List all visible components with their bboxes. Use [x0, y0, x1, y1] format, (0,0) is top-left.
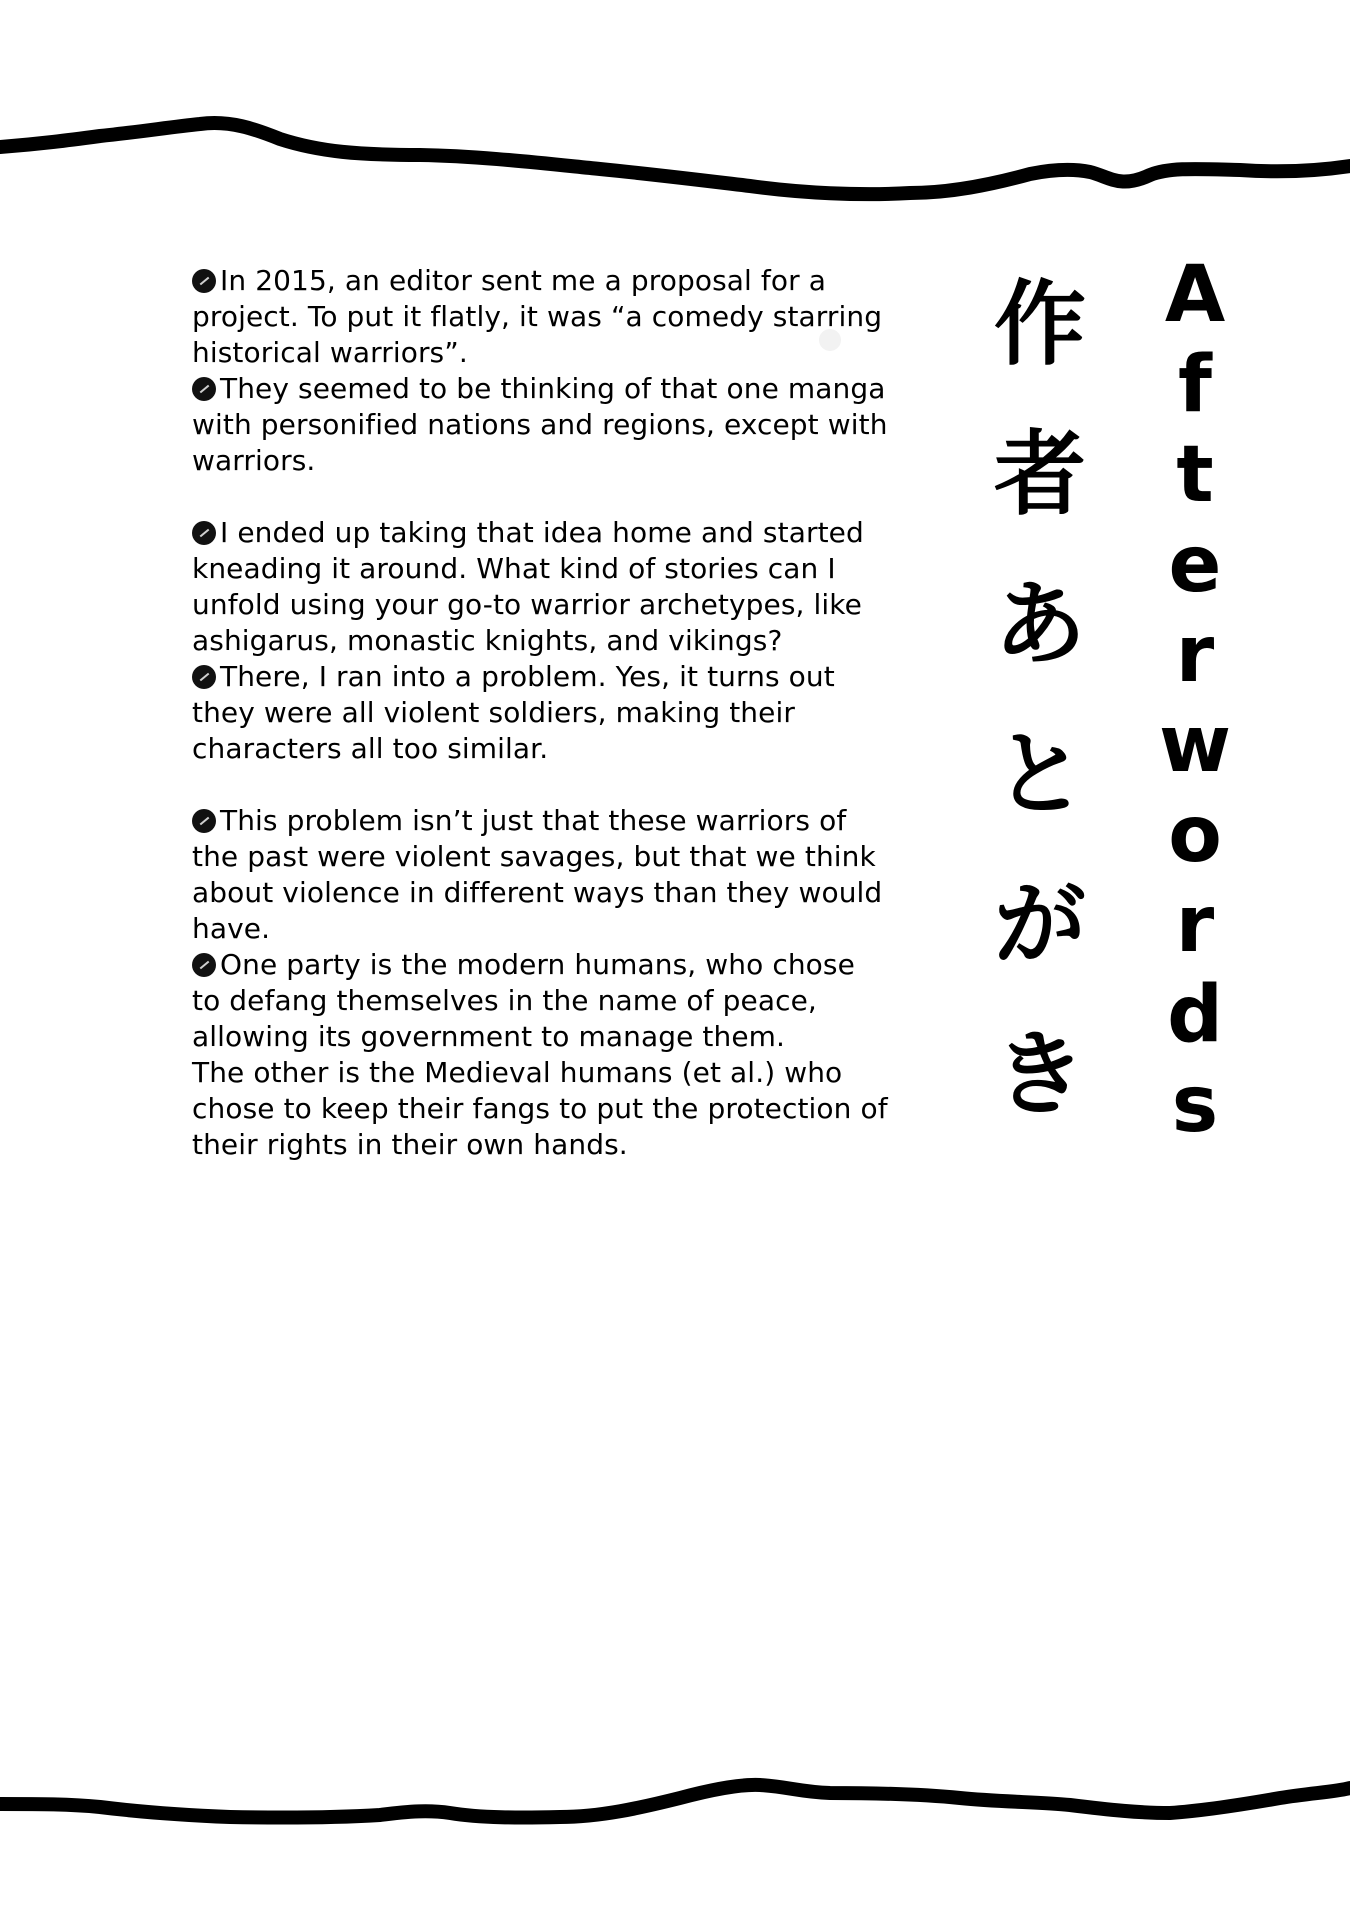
title-letter: r: [1175, 610, 1215, 700]
title-letter: d: [1167, 970, 1223, 1060]
text-line: In 2015, an editor sent me a proposal for a: [220, 264, 826, 297]
text-line: the past were violent savages, but that we think: [192, 840, 876, 873]
title-char: と: [993, 721, 1086, 828]
bullet-dot-icon: [192, 521, 216, 545]
text-line: their rights in their own hands.: [192, 1128, 628, 1161]
text-line: unfold using your go-to warrior archetypes, like: [192, 588, 862, 621]
text-line: characters all too similar.: [192, 732, 549, 765]
text-line: There, I ran into a problem. Yes, it turns out: [220, 660, 835, 693]
title-letter: f: [1178, 340, 1212, 430]
title-letter: o: [1168, 790, 1222, 880]
paragraph-3: [192, 515, 952, 659]
bullet-dot-icon: [192, 809, 216, 833]
title-letter: t: [1176, 430, 1214, 520]
title-letter: s: [1171, 1060, 1219, 1150]
wavy-top-border: [0, 100, 1350, 220]
bullet-dot-icon: [192, 377, 216, 401]
text-line: I ended up taking that idea home and started: [220, 516, 864, 549]
title-letter: r: [1175, 880, 1215, 970]
text-line: warriors.: [192, 444, 316, 477]
english-title: [1140, 250, 1250, 1150]
text-line: they were all violent soldiers, making their: [192, 696, 795, 729]
text-line: kneading it around. What kind of stories can I: [192, 552, 836, 585]
text-line: to defang themselves in the name of peace,: [192, 984, 817, 1017]
title-letter: w: [1158, 700, 1232, 790]
title-char: あ: [993, 571, 1086, 678]
text-line: with personified nations and regions, except with: [192, 408, 888, 441]
title-letter: e: [1168, 520, 1222, 610]
paragraph-4: [192, 659, 952, 767]
afterword-body: [192, 263, 952, 1163]
paragraph-6: [192, 947, 952, 1163]
paragraph-2: [192, 371, 952, 479]
japanese-title: [985, 250, 1095, 1150]
text-line: about violence in different ways than they would: [192, 876, 883, 909]
text-line: This problem isn’t just that these warriors of: [220, 804, 847, 837]
title-char: が: [993, 871, 1086, 978]
title-char: 者: [993, 421, 1086, 528]
text-line: project. To put it flatly, it was “a comedy starring: [192, 300, 883, 333]
text-line: One party is the modern humans, who chose: [220, 948, 855, 981]
title-letter: A: [1164, 250, 1226, 340]
bullet-dot-icon: [192, 953, 216, 977]
text-line: chose to keep their fangs to put the protection of: [192, 1092, 888, 1125]
bullet-dot-icon: [192, 665, 216, 689]
text-line: historical warriors”.: [192, 336, 468, 369]
paragraph-1: [192, 263, 952, 371]
text-line: They seemed to be thinking of that one manga: [220, 372, 886, 405]
title-char: 作: [993, 271, 1086, 378]
bullet-dot-icon: [192, 269, 216, 293]
wavy-bottom-border: [0, 1760, 1350, 1860]
text-line: The other is the Medieval humans (et al.) who: [192, 1056, 843, 1089]
text-line: ashigarus, monastic knights, and vikings?: [192, 624, 783, 657]
text-line: have.: [192, 912, 271, 945]
title-char: き: [993, 1021, 1086, 1128]
paragraph-5: [192, 803, 952, 947]
text-line: allowing its government to manage them.: [192, 1020, 786, 1053]
